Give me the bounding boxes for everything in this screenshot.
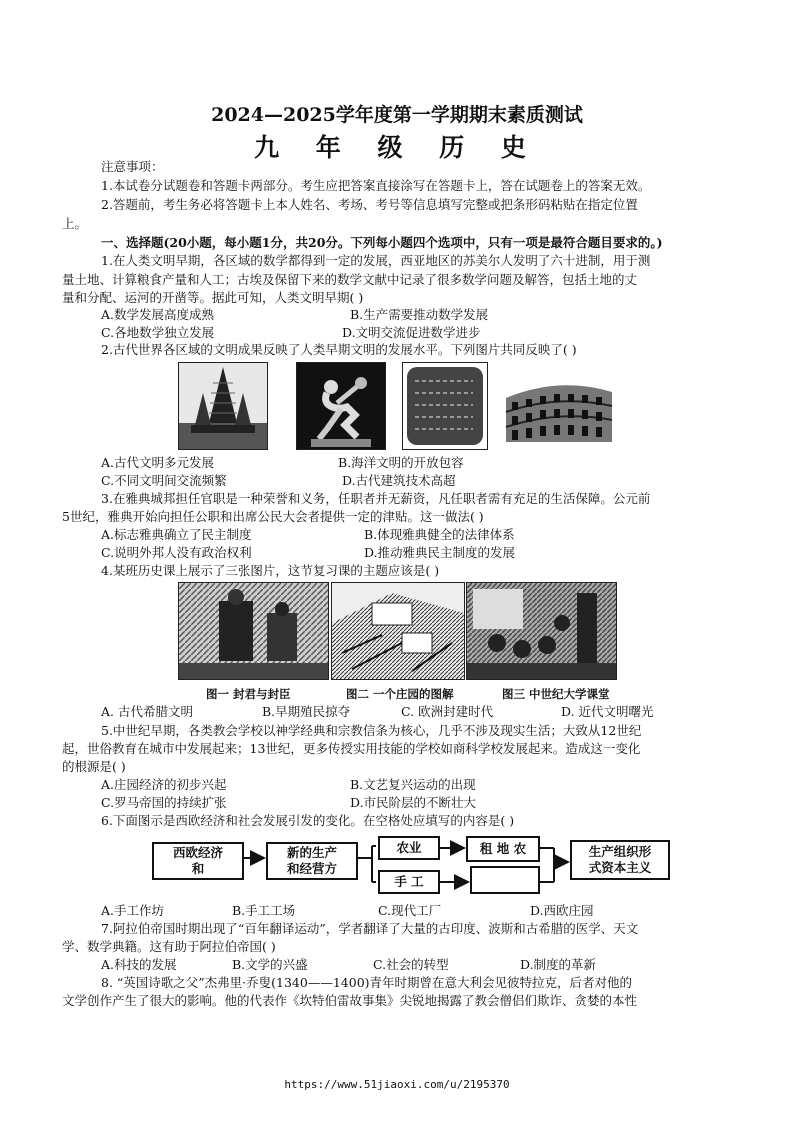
q5-line-1: 5.中世纪早期，各类教会学校以神学经典和宗教信条为核心，几乎不涉及现实生活；大致从12世纪 (101, 723, 642, 738)
note-2: 2.答题前，考生务必将答题卡上本人姓名、考场、考号等信息填写完整或把条形码粘贴在指定位置 (101, 197, 638, 212)
q1-option-b: B.生产需要推动数学发展 (350, 307, 489, 322)
q3-option-d: D.推动雅典民主制度的发展 (364, 545, 516, 560)
q6-option-b: B.手工工场 (232, 903, 296, 918)
q1-option-a: A.数学发展高度成熟 (101, 307, 215, 322)
q4-option-b: B.早期殖民掠夺 (262, 704, 351, 719)
q4-caption-2: 图二 一个庄园的图解 (346, 687, 454, 701)
q1-option-c: C.各地数学独立发展 (101, 325, 215, 340)
note-2-cont: 上。 (62, 216, 88, 231)
q4-caption-1: 图一 封君与封臣 (206, 687, 291, 701)
exam-title: 2024—2025学年度第一学期期末素质测试 (211, 104, 583, 126)
q5-option-a: A.庄园经济的初步兴起 (101, 777, 227, 792)
q4-option-c: C. 欧洲封建时代 (401, 704, 494, 719)
q2-option-b: B.海洋文明的开放包容 (338, 455, 464, 470)
q6-option-a: A.手工作坊 (101, 903, 165, 918)
q3-option-a: A.标志雅典确立了民主制度 (101, 527, 252, 542)
q2-option-d: D.古代建筑技术高超 (342, 473, 456, 488)
flow-box-agriculture: 农业 (378, 836, 440, 860)
temple-image (178, 362, 268, 450)
q5-option-c: C.罗马帝国的持续扩张 (101, 795, 227, 810)
flow-box-tenant-farmer: 租 地 农 (466, 836, 540, 862)
q2-line-1: 2.古代世界各区域的文明成果反映了人类早期文明的发展水平。下列图片共同反映了( ) (101, 342, 577, 357)
q3-line-1: 3.在雅典城邦担任官职是一种荣誉和义务，任职者并无薪资，凡任职者需有充足的生活保障。公元前 (101, 491, 651, 506)
flow-box-new-production: 新的生产 和经营方 (266, 842, 358, 880)
notes-heading: 注意事项： (101, 159, 164, 174)
q5-option-d: D.市民阶层的不断壮大 (350, 795, 477, 810)
manor-diagram-image (331, 582, 465, 680)
q7-line-2: 学、数学典籍。这有助于阿拉伯帝国( ) (62, 939, 276, 954)
q4-option-d: D. 近代文明曙光 (561, 704, 654, 719)
q7-option-d: D.制度的革新 (520, 957, 597, 972)
q3-option-c: C.说明外邦人没有政治权利 (101, 545, 252, 560)
clay-tablet-image (402, 362, 488, 450)
q7-option-c: C.社会的转型 (373, 957, 449, 972)
q1-line-2: 量土地、计算粮食产量和人工；古埃及保留下来的数学文献中记录了很多数学问题及解答，包括土地的丈 (62, 272, 638, 287)
q5-line-2: 起，世俗教育在城市中发展起来；13世纪，更多传授实用技能的学校如商科学校发展起来。造成这一变化 (62, 741, 641, 756)
q6-option-d: D.西欧庄园 (530, 903, 594, 918)
flow-box-handicraft: 手 工 (378, 870, 440, 894)
q4-line-1: 4.某班历史课上展示了三张图片，这节复习课的主题应该是( ) (101, 563, 440, 578)
medieval-university-image (466, 582, 617, 680)
q6-option-c: C.现代工厂 (378, 903, 442, 918)
q5-line-3: 的根源是( ) (62, 759, 126, 774)
q3-line-2: 5世纪，雅典开始向担任公职和出席公民大会者提供一定的津贴。这一做法( ) (62, 509, 484, 524)
q8-line-1: 8. “英国诗歌之父”杰弗里·乔叟(1340——1400)青年时期曾在意大利会见彼特拉克，后者对他的 (101, 975, 633, 990)
footer-url: https://www.51jiaoxi.com/u/2195370 (284, 1078, 510, 1091)
q6-line-1: 6.下面图示是西欧经济和社会发展引发的变化。在空格处应填写的内容是( ) (101, 813, 515, 828)
q4-option-a: A. 古代希腊文明 (101, 704, 193, 719)
q1-line-3: 量和分配、运河的开凿等。据此可知，人类文明早期( ) (62, 290, 364, 305)
q8-line-2: 文学创作产生了很大的影响。他的代表作《坎特伯雷故事集》尖锐地揭露了教会僧侣们欺诈、贪婪的本性 (62, 993, 638, 1008)
flow-box-western-economy: 西欧经济 和 (152, 842, 244, 880)
q1-line-1: 1.在人类文明早期，各区域的数学都得到一定的发展，西亚地区的苏美尔人发明了六十进制，用于测 (101, 253, 651, 268)
lord-vassal-image (178, 582, 329, 680)
q7-option-a: A.科技的发展 (101, 957, 177, 972)
flow-blank-box (470, 866, 540, 894)
q2-option-c: C.不同文明间交流频繁 (101, 473, 227, 488)
section-1-heading: 一、选择题(20小题，每小题1分，共20分。下列每小题四个选项中，只有一项是最符合题目要求的。) (101, 235, 663, 250)
q7-line-1: 7.阿拉伯帝国时期出现了“百年翻译运动”，学者翻译了大量的古印度、波斯和古希腊的医学、天文 (101, 921, 639, 936)
q3-option-b: B.体现雅典健全的法律体系 (364, 527, 515, 542)
flow-box-capitalism: 生产组织形 式资本主义 (570, 840, 670, 880)
note-1: 1.本试卷分试题卷和答题卡两部分。考生应把答案直接涂写在答题卡上，答在试题卷上的答案无效。 (101, 178, 651, 193)
exam-subject: 九 年 级 历 史 (254, 133, 540, 162)
q7-option-b: B.文学的兴盛 (232, 957, 308, 972)
discus-thrower-image (296, 362, 386, 450)
q5-option-b: B.文艺复兴运动的出现 (350, 777, 476, 792)
q4-caption-3: 图三 中世纪大学课堂 (502, 687, 610, 701)
q2-option-a: A.古代文明多元发展 (101, 455, 215, 470)
colosseum-image (502, 372, 616, 446)
q1-option-d: D.文明交流促进数学进步 (342, 325, 481, 340)
